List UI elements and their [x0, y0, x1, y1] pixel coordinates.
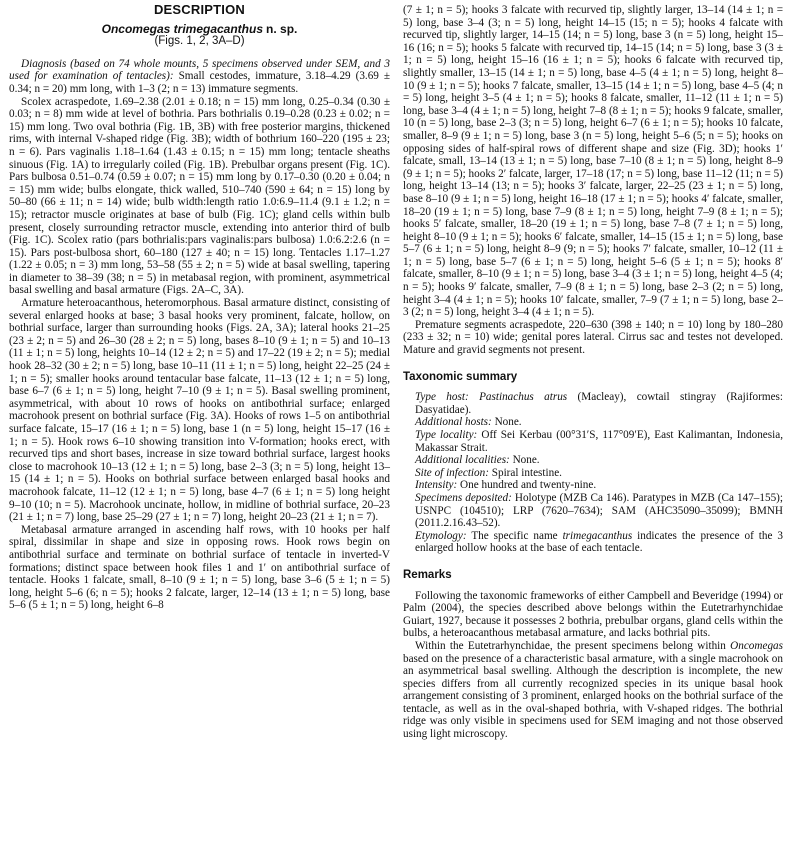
intensity-entry: Intensity: One hundred and twenty-nine.	[415, 479, 597, 492]
section-heading-remarks: Remarks	[403, 568, 452, 581]
species-name: Oncomegas trimegacanthus	[101, 21, 264, 36]
right-column	[403, 4, 783, 741]
specimens-deposited-entry: Specimens deposited: Holotype (MZB Ca 146). Paratypes in MZB (Ca 147–155); USNPC (104510); LRP (7620–7634); SAM (AHC35090–35099); BMNH (2011.2.16.43–52).	[415, 491, 784, 530]
premature-segments-paragraph: Premature segments acraspedote, 220–630 (398 ± 140; n = 10) long by 180–280 (233 ± 32; n = 10) wide; genital pores lateral. Cirrus sac and testes not developed. Mature and gravid segments not present.	[403, 318, 783, 357]
diagnosis-paragraph	[9, 58, 390, 96]
metabasal-paragraph: Metabasal armature arranged in ascending half rows, with 10 hooks per half spiral, dissimilar in shape and size in opposing rows. Hook rows begin on antibothrial surface and terminate on bothrial surface of tentacle in inverted-V formations; distinct space between hook files 1 and 1′ on antibothrial surface of tentacle. Hooks 1 falcate, small, 8–10 (9 ± 1; n = 5) long, base 3–6 (5 ± 1; n = 5) long, height 5–6 (6; n = 5); hooks 2 falcate, larger, 12–14 (13 ± 1; n = 5) long, base 5–6 (5 ± 1; n = 5) long, height 6–8	[9, 523, 390, 612]
species-title	[9, 23, 390, 36]
diagnosis-body: Small cestodes, immature, 3.18–4.29 (3.69 ± 0.34; n = 20) mm long, with 1–3 (2; n = 13) immature segments.	[9, 70, 390, 95]
section-heading-description: DESCRIPTION	[153, 2, 246, 17]
species-author: n. sp.	[266, 21, 298, 36]
left-column	[9, 4, 390, 612]
remarks-paragraph-2: Within the Eutetrarhynchidae, the present specimens belong within Oncomegas based on the presence of a characteristic basal armature, with a single macrohook on an asymmetrical basal swelling. Although the description is incomplete, the new species differs from all currently recognized species in its unique basal hook arrangement consisting of 3 prominent, enlarged hooks on the bothrial surface of the tentacle, as well as in the oval-shaped bothria, with V-shaped ridges. The bothrial ridge was only visible in specimens used for SEM imaging and not those observed using light microscopy.	[403, 639, 783, 741]
figure-reference: (Figs. 1, 2, 3A–D)	[154, 35, 245, 48]
type-locality-entry: Type locality: Off Sei Kerbau (00°31′S, 117°09′E), East Kalimantan, Indonesia, Makassar Strait.	[415, 429, 783, 454]
site-of-infection-entry: Site of infection: Spiral intestine.	[415, 466, 562, 479]
taxonomic-summary	[403, 391, 783, 555]
diagnosis-lead: Diagnosis (based on 74 whole mounts, 5 specimens observed under SEM, and 3 used for examination of tentacles):	[9, 57, 390, 83]
additional-hosts-entry: Additional hosts: None.	[415, 416, 522, 429]
scolex-paragraph: Scolex acraspedote, 1.69–2.38 (2.01 ± 0.18; n = 15) mm long, 0.25–0.34 (0.30 ± 0.03; n = 8) mm wide at level of bothria. Pars bothrialis 0.19–0.28 (0.23 ± 0.02; n = 15) mm long. Two oval bothria (Fig. 1B, 3B) with free posterior margins, thickened rims, with internal V-shaped ridge (Fig. 3B); width of bothrium 160–220 (195 ± 23; n = 6). Pars vaginalis 1.18–1.64 (1.43 ± 0.15; n = 15) mm long; tentacle sheaths sinuous (Fig. 1A) to irregularly coiled (Fig. 1B). Prebulbar organs present (Fig. 1C). Pars bulbosa 0.51–0.74 (0.59 ± 0.07; n = 15) mm long by 0.17–0.30 (0.20 ± 0.04; n = 15) mm wide; bulbs elongate, thick walled, 510–740 (590 ± 64; n = 15) long by 50–80 (66 ± 11; n = 14) wide; bulb width:length ratio 1.0:6.9–11.4 (9.1 ± 1.2; n = 15); retractor muscle originates at base of bulb (Fig. 1C); gland cells within bulb present, closely surrounding retractor muscle, extending into anterior third of bulb (Fig. 1C). Scolex ratio (pars bothrialis:pars vaginalis:pars bulbosa) 1.0:6.2:2.6 (n = 15). Pars post-bulbosa short, 60–180 (127 ± 40; n = 15) long. Tentacles 1.17–1.27 (1.22 ± 0.05; n = 3) mm long, 53–58 (55 ± 2; n = 5) wide at basal swelling, tapering in diameter to 38–39 (38; n = 5) in metabasal region, with prominent, asymmetrical basal swelling and basal armature (Figs. 2A–C, 3A).	[9, 95, 390, 297]
remarks-paragraph-1: Following the taxonomic frameworks of either Campbell and Beveridge (1994) or Palm (2004), the species described above belongs within the Eutetrarhynchidae Guiart, 1927, because it possesses 2 bothria, prebulbar organs, gland cells within the bulbs, a heteroacanthous metabasal armature, and lacks bothrial pits.	[403, 589, 783, 640]
section-heading-taxonomic-summary: Taxonomic summary	[403, 370, 518, 383]
etymology-entry: Etymology: The specific name trimegacanthus indicates the presence of the 3 enlarged hollow hooks at the base of each tentacle.	[415, 529, 783, 555]
additional-localities-entry: Additional localities: None.	[415, 454, 540, 467]
type-host-entry: Type host: Pastinachus atrus (Macleay), cowtail stingray (Rajiformes: Dasyatidae).	[415, 391, 784, 416]
continued-paragraph: (7 ± 1; n = 5); hooks 3 falcate with recurved tip, slightly larger, 13–14 (14 ± 1; n = 5) long, base 3–4 (3; n = 5) long, height 14–15 (15; n = 5); hooks 4 falcate with recurved tip, slightly larger, 14–15 (14; n = 5) long, base 3 (n = 5) long, height 15–16 (16; n = 5); hooks 5 falcate with recurved tip, 14–15 (14; n = 5) long, base 3 (3 ± 1; n = 5) long, height 15–16 (16 ± 1; n = 5); hooks 6 falcate with recurved tip, slightly smaller, 13–15 (14 ± 1; n = 5) long, base 4–5 (4 ± 1; n = 5) long, height 8–10 (9 ± 1; n = 5); hooks 7 falcate, smaller, 13–15 (14 ± 1; n = 5) long, base 4–5 (4; n = 5) long, height 3–5 (4 ± 1; n = 5); hooks 8 falcate, smaller, 11–12 (11 ± 1; n = 5) long, base 3–4 (4 ± 1; n = 5) long, height 7–8 (8 ± 1; n = 5); hooks 9 falcate, smaller, 10 (n = 5) long, base 2–3 (3; n = 5) long, height 6–7 (6 ± 1; n = 5); hooks 10 falcate, smaller, 8–9 (9 ± 1; n = 5) long, base 3 (n = 5) long, height 5–6 (5; n = 5); hooks on opposing sides of half-spiral rows of different shape and size (Fig. 3D); hooks 1′ falcate, small, 13–14 (13 ± 1; n = 5) long, base 7–10 (8 ± 1; n = 5) long, height 8–9 (9 ± 1; n = 5); hooks 2′ falcate, larger, 17–18 (17; n = 5) long, base 11–12 (11; n = 5) long, height 13–14 (13; n = 5); hooks 3′ falcate, larger, 22–25 (23 ± 1; n = 5) long, base 8–10 (9 ± 1; n = 5) long, height 16–18 (17 ± 1; n = 5); hooks 4′ falcate, smaller, 18–20 (19 ± 1; n = 5) long, base 7–9 (8 ± 1; n = 5) long, height 7–9 (8 ± 1; n = 5); hooks 5′ falcate, smaller, 18–20 (19 ± 1; n = 5) long, base 7–8 (7 ± 1; n = 5) long, height 8–10 (9 ± 1; n = 5); hooks 6′ falcate, smaller, 14–15 (15 ± 1; n = 5) long, base 5–7 (6 ± 1; n = 5) long, height 8–9 (9; n = 5); hooks 7′ falcate, smaller, 10–12 (11 ± 1; n = 5) long, base 5–7 (6 ± 1; n = 5) long, height 5–6 (5 ± 1; n = 5); hooks 8′ falcate, smaller, 8–10 (9 ± 1; n = 5) long, base 3–4 (3 ± 1; n = 5) long, height 4–5 (4; n = 5); hooks 9′ falcate, smaller, 7–9 (8 ± 1; n = 5) long, base 2–3 (2; n = 5) long, height 3–4 (4 ± 1; n = 5); hooks 10′ falcate, smaller, 7–9 (7 ± 1; n = 5) long, base 2–3 (2; n = 5) long, height 3–4 (4 ± 1; n = 5).	[403, 4, 783, 319]
armature-paragraph: Armature heteroacanthous, heteromorphous. Basal armature distinct, consisting of several enlarged hooks at base; 3 basal hooks very prominent, falcate, hollow, on bothrial surface, larger than surrounding hooks (Figs. 2A, 3A); lateral hooks 21–25 (23 ± 2; n = 5) and 26–30 (28 ± 2; n = 5) long, bases 8–10 (9 ± 1; n = 5) and 10–13 (11 ± 1; n = 5) long, heights 10–14 (12 ± 2; n = 5) and 17–22 (19 ± 2; n = 5); medial hook 28–32 (30 ± 2; n = 5) long, base 10–11 (11 ± 1; n = 5) long, height 22–25 (24 ± 1; n = 5); smaller hooks around tentacular base falcate, 11–13 (12 ± 1; n = 5) long, base 6–7 (6 ± 1; n = 5) long, height 7–10 (9 ± 1; n = 5). Basal swelling prominent, asymmetrical, with about 10 rows of hooks on antibothrial surface; enlarged macrohook present on bothrial surface (Fig. 3A). Hooks of rows 1–5 on antibothrial surface falcate, 15–17 (16 ± 1; n = 5) long, base 1 (n = 5) long, height 15–17 (16 ± 1; n = 5). Hook rows 6–10 showing transition into V-formation; hooks erect, with recurved tips and short bases, increase in size toward bothrial surface, largest hooks close to macrohook 10–13 (12 ± 1; n = 5) long, base 2–3 (3; n = 5) long, height 13–15 (14 ± 1; n = 5). Hooks on bothrial surface between enlarged basal hooks and macrohook falcate, 11–12 (12 ± 1; n = 5) long, base 4–7 (6 ± 1; n = 5) long height 9–10 (10; n = 5). Macrohook uncinate, hollow, in midline of bothrial surface, 20–23 (21 ± 1; n = 7) long, base 25–29 (27 ± 1; n = 7) long, height 20–23 (21 ± 1; n = 7).	[9, 297, 390, 524]
